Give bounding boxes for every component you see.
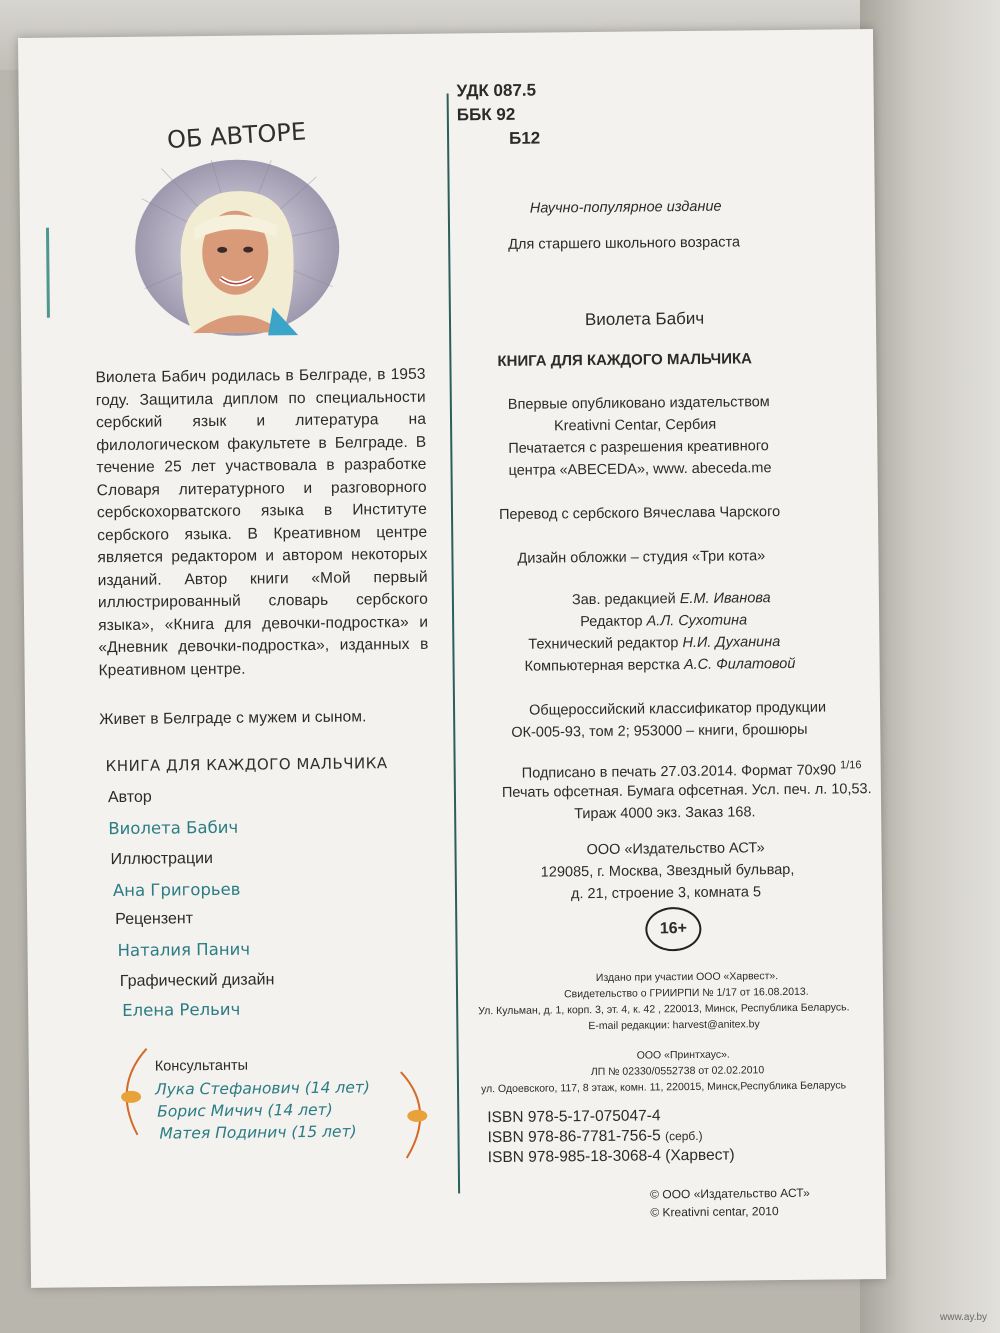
credit-role-graphic-design: Графический дизайн bbox=[119, 971, 275, 990]
credit-name-illustrator: Ана Григорьев bbox=[112, 879, 241, 901]
book-author: Виолета Бабич bbox=[584, 308, 705, 330]
credits-title: КНИГА ДЛЯ КАЖДОГО МАЛЬЧИКА bbox=[105, 754, 388, 776]
author-bio-last: Живет в Белграде с мужем и сыном. bbox=[99, 708, 367, 729]
bbk-code: ББК 92 bbox=[456, 104, 516, 125]
isbn-1: ISBN 978-5-17-075047-4 bbox=[487, 1107, 661, 1127]
printhouse-line-3: ул. Одоевского, 117, 8 этаж, комн. 11, 220015, Минск,Республика Беларусь bbox=[480, 1079, 847, 1096]
credit-role-illustrations: Иллюстрации bbox=[110, 850, 214, 869]
age-rating-badge: 16+ bbox=[645, 907, 701, 952]
harvest-line-2: Свидетельство о ГРИИРПИ № 1/17 от 16.08.2013. bbox=[563, 985, 809, 1001]
copyright-1: © ООО «Издательство АСТ» bbox=[650, 1185, 810, 1202]
arrow-decoration-left bbox=[107, 1047, 158, 1138]
publisher-line-1: ООО «Издательство АСТ» bbox=[586, 840, 765, 859]
watermark: www.ay.by bbox=[940, 1312, 988, 1323]
credit-role-author: Автор bbox=[107, 788, 152, 807]
author-photo bbox=[131, 157, 343, 339]
harvest-line-4: E-mail редакции: harvest@anitex.by bbox=[588, 1018, 760, 1033]
about-author-title: ОБ АВТОРЕ bbox=[166, 117, 307, 155]
print-info-line-3: Тираж 4000 экз. Заказ 168. bbox=[574, 804, 756, 823]
consultant-2: Борис Мичич (14 лет) bbox=[157, 1100, 333, 1121]
isbn-2: ISBN 978-86-7781-756-5 (серб.) bbox=[487, 1127, 703, 1147]
harvest-line-1: Издано при участии ООО «Харвест». bbox=[595, 970, 779, 984]
book-page bbox=[18, 29, 886, 1288]
publisher-line-2: 129085, г. Москва, Звездный бульвар, bbox=[540, 861, 795, 881]
first-pub-line-3: Печатается с разрешения креативного bbox=[508, 438, 769, 457]
copyright-2: © Kreativni centar, 2010 bbox=[650, 1204, 779, 1220]
print-info-line-2: Печать офсетная. Бумага офсетная. Усл. печ. л. 10,53. bbox=[501, 781, 872, 801]
classifier-line-1: Общероссийский классификатор продукции bbox=[528, 699, 827, 719]
credit-name-designer: Елена Рельич bbox=[122, 999, 241, 1020]
isbn-3: ISBN 978-985-18-3068-4 (Харвест) bbox=[487, 1146, 735, 1167]
audience: Для старшего школьного возраста bbox=[508, 234, 741, 253]
first-pub-line-4: центра «ABECEDA», www. abeceda.me bbox=[508, 460, 772, 479]
consultants-title: Консультанты bbox=[154, 1057, 249, 1075]
printhouse-line-2: ЛП № 02330/0552738 от 02.02.2010 bbox=[590, 1064, 765, 1079]
udk-code: УДК 087.5 bbox=[456, 80, 537, 101]
staff-role-4: Компьютерная верстка А.С. Филатовой bbox=[524, 655, 796, 675]
author-code: Б12 bbox=[508, 128, 541, 148]
harvest-line-3: Ул. Кульман, д. 1, корп. 3, эт. 4, к. 42 , 220013, Минск, Республика Беларусь. bbox=[478, 1001, 850, 1018]
credit-name-author: Виолета Бабич bbox=[108, 817, 239, 839]
edition-type: Научно-популярное издание bbox=[529, 198, 722, 217]
credit-role-reviewer: Рецензент bbox=[115, 910, 194, 929]
print-info-line-1: Подписано в печать 27.03.2014. Формат 70х90 $^{1/16}$ bbox=[521, 759, 862, 782]
column-divider bbox=[447, 93, 461, 1193]
arrow-decoration-right bbox=[391, 1070, 442, 1161]
publisher-line-3: д. 21, строение 3, комната 5 bbox=[570, 884, 762, 903]
credit-name-reviewer: Наталия Панич bbox=[117, 939, 251, 961]
consultant-3: Матея Подинич (15 лет) bbox=[159, 1122, 357, 1143]
printhouse-line-1: ООО «Принтхаус». bbox=[636, 1048, 730, 1062]
classifier-line-2: ОК-005-93, том 2; 953000 – книги, брошюры bbox=[511, 721, 808, 741]
cover-design: Дизайн обложки – студия «Три кота» bbox=[517, 548, 766, 567]
author-bio: Виолета Бабич родилась в Белграде, в 1953 году. Защитила диплом по специальности сербский язык и литература на филологическом факультете в Белграде. В течение 25 лет участвовала в разработке Словаря литературного и разговорного сербскохорватского языка в Институте сербского языка. В Креативном центре является редактором и автором некоторых изданий. Автор книги «Мой первый иллюстрированный словарь сербского языка», «Книга для девочки-подростка» и «Дневник девочки-подростка», изданных в Креативном центре. bbox=[95, 365, 429, 679]
translation: Перевод с сербского Вячеслава Чарского bbox=[498, 504, 781, 523]
first-pub-line-2: Kreativni Centar, Сербия bbox=[554, 416, 717, 435]
page-edge-stripe bbox=[46, 228, 50, 318]
book-title: КНИГА ДЛЯ КАЖДОГО МАЛЬЧИКА bbox=[497, 350, 753, 370]
consultant-1: Лука Стефанович (14 лет) bbox=[154, 1078, 370, 1099]
staff-role-3: Технический редактор Н.И. Духанина bbox=[528, 634, 781, 653]
first-pub-line-1: Впервые опубликовано издательством bbox=[507, 394, 770, 413]
staff-role-1: Зав. редакцией Е.М. Иванова bbox=[571, 590, 771, 609]
staff-role-2: Редактор А.Л. Сухотина bbox=[580, 612, 748, 631]
